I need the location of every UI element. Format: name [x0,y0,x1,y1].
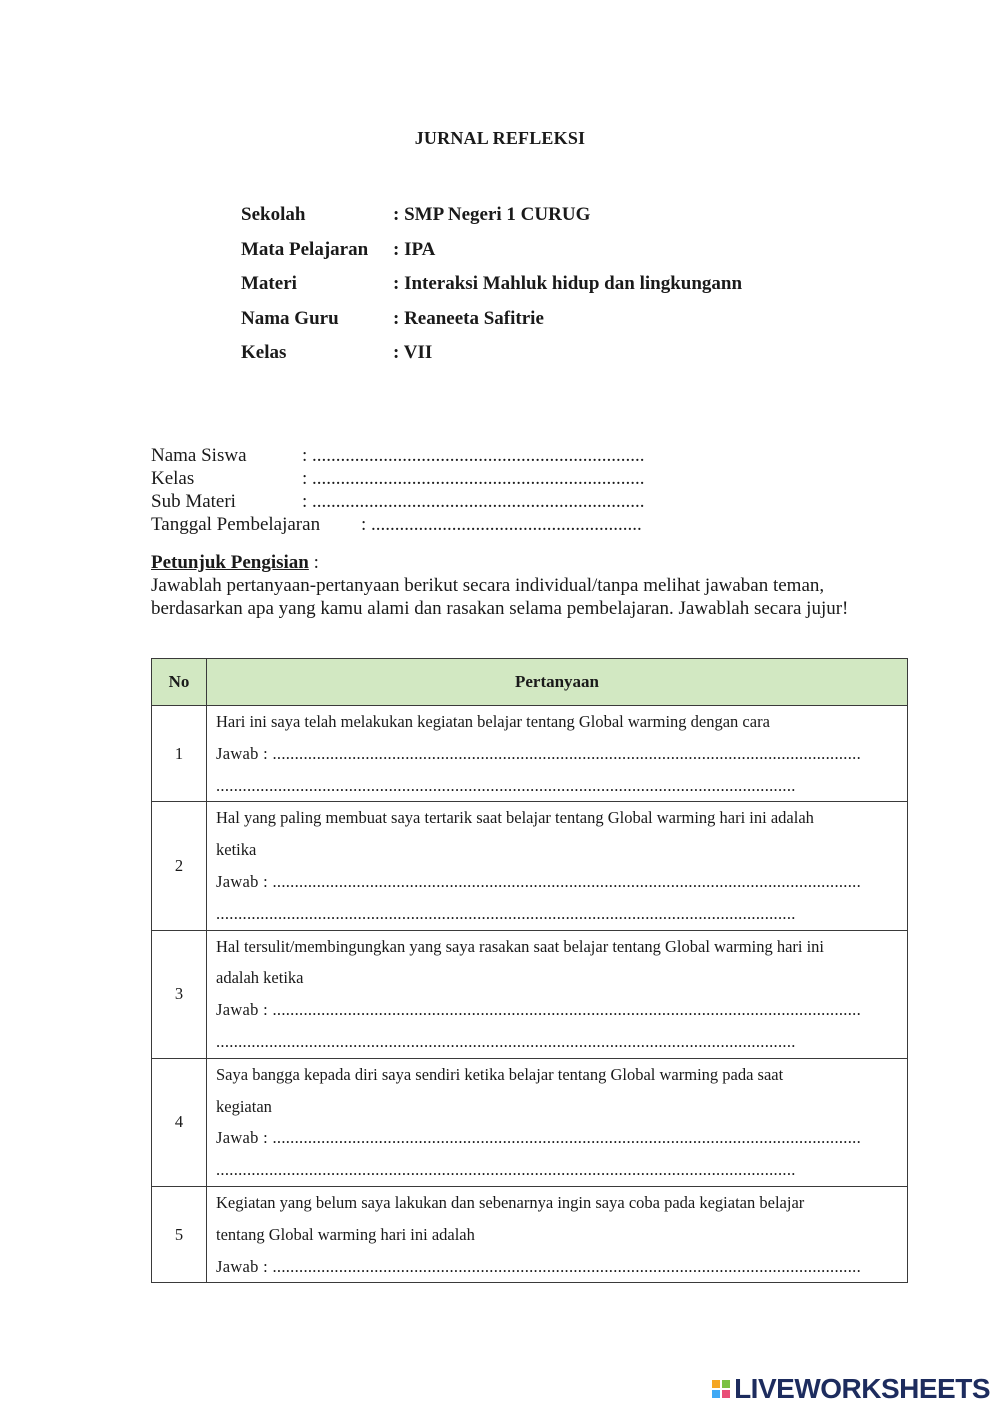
answer-line[interactable]: Jawab : ..................................................................................................................................... [216,1000,861,1020]
table-row [152,1058,908,1186]
meta-row-class [241,342,781,377]
logo-text: LIVEWORKSHEETS [734,1373,990,1404]
meta-row-teacher [241,308,781,343]
question-line: Kegiatan yang belum saya lakukan dan sebenarnya ingin saya coba pada kegiatan belajar [216,1192,805,1212]
question-cell [207,1186,908,1282]
question-line: Hal yang paling membuat saya tertarik saat belajar tentang Global warming hari ini adalah [216,808,814,828]
student-date-field[interactable]: : ......................................................... [361,514,642,535]
question-cell [207,930,908,1058]
student-label: Sub Materi [151,491,236,512]
row-number: 5 [152,1186,207,1282]
question-line: adalah ketika [216,968,304,988]
question-line: Hal tersulit/membingungkan yang saya rasakan saat belajar tentang Global warming hari ini [216,936,825,956]
logo-mark-icon [712,1380,730,1398]
class-info [241,204,781,377]
table-row [152,706,908,802]
table-header-row [152,659,908,706]
header-question: Pertanyaan [207,659,908,706]
meta-label: Sekolah [241,204,306,225]
answer-line[interactable]: ................................................................................................................................... [216,775,796,795]
question-cell [207,706,908,802]
meta-row-school [241,204,781,239]
answer-line[interactable]: Jawab : ..................................................................................................................................... [216,871,861,891]
answer-line[interactable]: Jawab : ..................................................................................................................................... [216,1256,861,1276]
student-row-submaterial [151,490,711,513]
instructions [151,551,891,620]
instructions-heading-line [151,551,891,574]
instructions-colon: : [308,552,319,573]
answer-line[interactable]: Jawab : ..................................................................................................................................... [216,743,861,763]
question-line: Hari ini saya telah melakukan kegiatan belajar tentang Global warming dengan cara [216,712,770,731]
student-label: Kelas [151,468,195,489]
meta-label: Kelas [241,342,287,363]
instructions-heading: Petunjuk Pengisian [151,552,309,573]
meta-value: : Reaneeta Safitrie [393,307,544,329]
student-class-field[interactable]: : ...................................................................... [302,468,645,489]
meta-value: : IPA [393,238,436,260]
table-row [152,1186,908,1282]
question-line: tentang Global warming hari ini adalah [216,1224,475,1244]
student-name-field[interactable]: : ...................................................................... [302,445,645,466]
meta-label: Nama Guru [241,307,339,329]
student-label: Tanggal Pembelajaran [151,514,321,535]
logo-square [712,1380,720,1388]
question-cell [207,1058,908,1186]
header-no: No [152,659,207,706]
row-number: 4 [152,1058,207,1186]
meta-value: : SMP Negeri 1 CURUG [393,204,591,225]
row-number: 1 [152,706,207,802]
student-row-name [151,444,711,467]
answer-line[interactable]: Jawab : ..................................................................................................................................... [216,1128,861,1148]
row-number: 3 [152,930,207,1058]
table-row [152,930,908,1058]
answer-line[interactable]: ................................................................................................................................... [216,1031,796,1051]
answer-line[interactable]: ................................................................................................................................... [216,1160,796,1180]
meta-label: Mata Pelajaran [241,238,369,260]
student-row-date [151,513,711,536]
document-title: JURNAL REFLEKSI [414,128,586,148]
student-submaterial-field[interactable]: : ...................................................................... [302,491,645,512]
logo-square [722,1380,730,1388]
instructions-text: Jawablah pertanyaan-pertanyaan berikut secara individual/tanpa melihat jawaban teman, berdasarkan apa yang kamu alami dan rasakan selama pembelajaran. Jawablah secara jujur! [151,575,849,619]
logo-square [712,1390,720,1398]
question-cell [207,802,908,930]
meta-row-subject [241,239,781,274]
meta-row-material [241,273,781,308]
student-row-class [151,467,711,490]
meta-value: : Interaksi Mahluk hidup dan lingkungann [393,273,743,294]
meta-label: Materi [241,273,297,294]
meta-value: : VII [393,342,433,363]
question-line: Saya bangga kepada diri saya sendiri ketika belajar tentang Global warming pada saat [216,1064,784,1084]
logo-square [722,1390,730,1398]
question-table [151,658,908,1283]
table-row [152,802,908,930]
answer-line[interactable]: ................................................................................................................................... [216,903,796,923]
question-line: kegiatan [216,1096,272,1116]
liveworksheets-logo [712,1373,990,1405]
row-number: 2 [152,802,207,930]
student-info [151,444,711,536]
student-label: Nama Siswa [151,445,247,466]
question-line: ketika [216,840,257,860]
